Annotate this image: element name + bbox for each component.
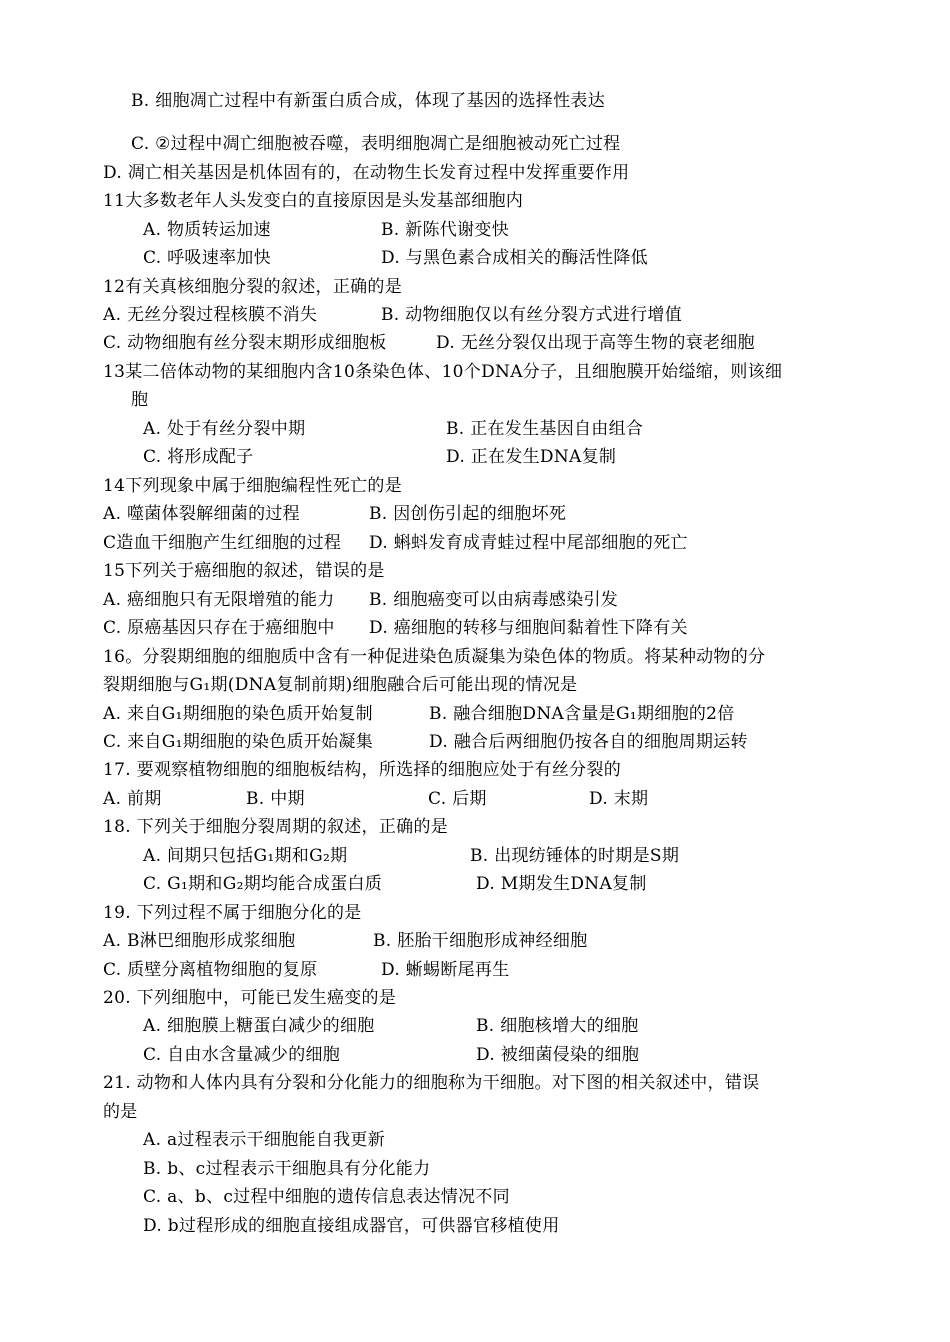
text-line: D. 蝌蚪发育成青蛙过程中尾部细胞的死亡 xyxy=(369,533,688,553)
text-line: C. a、b、c过程中细胞的遗传信息表达情况不同 xyxy=(143,1187,510,1207)
text-line: A. 来自G₁期细胞的染色质开始复制 xyxy=(103,704,373,724)
text-line: D. 被细菌侵染的细胞 xyxy=(476,1045,640,1065)
text-line: 12有关真核细胞分裂的叙述，正确的是 xyxy=(103,277,403,297)
text-line: B. 细胞核增大的细胞 xyxy=(476,1016,639,1036)
text-line: C. ②过程中凋亡细胞被吞噬，表明细胞凋亡是细胞被动死亡过程 xyxy=(131,134,621,154)
text-line: B. 中期 xyxy=(246,789,305,809)
text-line: C. 后期 xyxy=(428,789,487,809)
text-line: D. 癌细胞的转移与细胞间黏着性下降有关 xyxy=(369,618,688,638)
text-line: B. b、c过程表示干细胞具有分化能力 xyxy=(143,1159,431,1179)
text-line: A. 物质转运加速 xyxy=(143,220,271,240)
text-line: B. 动物细胞仅以有丝分裂方式进行增值 xyxy=(381,305,682,325)
text-line: D. b过程形成的细胞直接组成器官，可供器官移植使用 xyxy=(143,1216,560,1236)
text-line: B. 因创伤引起的细胞坏死 xyxy=(369,504,567,524)
text-line: D. 与黑色素合成相关的酶活性降低 xyxy=(381,248,648,268)
text-line: 的是 xyxy=(103,1102,138,1122)
text-line: A. 处于有丝分裂中期 xyxy=(143,419,306,439)
text-line: C造血干细胞产生红细胞的过程 xyxy=(103,533,342,553)
text-line: D. 凋亡相关基因是机体固有的，在动物生长发育过程中发挥重要作用 xyxy=(103,163,630,183)
text-line: 13某二倍体动物的某细胞内含10条染色体、10个DNA分子，且细胞膜开始缢缩，则该细 xyxy=(103,362,783,382)
text-line: A. 癌细胞只有无限增殖的能力 xyxy=(103,590,335,610)
text-line: A. B淋巴细胞形成浆细胞 xyxy=(103,931,296,951)
text-line: C. G₁期和G₂期均能合成蛋白质 xyxy=(143,874,383,894)
text-line: 21. 动物和人体内具有分裂和分化能力的细胞称为干细胞。对下图的相关叙述中，错误 xyxy=(103,1073,760,1093)
text-line: 17. 要观察植物细胞的细胞板结构，所选择的细胞应处于有丝分裂的 xyxy=(103,760,622,780)
text-line: 胞 xyxy=(131,390,149,410)
text-line: B. 胚胎干细胞形成神经细胞 xyxy=(373,931,588,951)
text-line: B. 细胞癌变可以由病毒感染引发 xyxy=(369,590,619,610)
text-line: 20. 下列细胞中，可能已发生癌变的是 xyxy=(103,988,397,1008)
text-line: A. 无丝分裂过程核膜不消失 xyxy=(103,305,318,325)
text-line: A. a过程表示干细胞能自我更新 xyxy=(143,1130,386,1150)
text-line: D. 蜥蜴断尾再生 xyxy=(381,960,510,980)
text-line: A. 前期 xyxy=(103,789,162,809)
text-line: 裂期细胞与G₁期(DNA复制前期)细胞融合后可能出现的情况是 xyxy=(103,675,578,695)
text-line: D. 无丝分裂仅出现于高等生物的衰老细胞 xyxy=(436,333,755,353)
text-line: C. 来自G₁期细胞的染色质开始凝集 xyxy=(103,732,374,752)
text-line: A. 噬菌体裂解细菌的过程 xyxy=(103,504,300,524)
text-line: C. 呼吸速率加快 xyxy=(143,248,271,268)
text-line: B. 融合细胞DNA含量是G₁期细胞的2倍 xyxy=(429,704,735,724)
text-line: B. 出现纺锤体的时期是S期 xyxy=(470,846,680,866)
text-line: C. 原癌基因只存在于癌细胞中 xyxy=(103,618,335,638)
text-line: 16。分裂期细胞的细胞质中含有一种促进染色质凝集为染色体的物质。将某种动物的分 xyxy=(103,647,766,667)
text-line: D. 末期 xyxy=(589,789,649,809)
text-line: 11大多数老年人头发变白的直接原因是头发基部细胞内 xyxy=(103,191,524,211)
text-line: A. 间期只包括G₁期和G₂期 xyxy=(143,846,348,866)
text-line: C. 将形成配子 xyxy=(143,447,254,467)
text-line: A. 细胞膜上糖蛋白减少的细胞 xyxy=(143,1016,375,1036)
text-line: 15下列关于癌细胞的叙述，错误的是 xyxy=(103,561,385,581)
text-line: D. 正在发生DNA复制 xyxy=(446,447,617,467)
text-line: C. 质壁分离植物细胞的复原 xyxy=(103,960,318,980)
text-line: B. 细胞凋亡过程中有新蛋白质合成，体现了基因的选择性表达 xyxy=(131,91,605,111)
text-line: D. M期发生DNA复制 xyxy=(476,874,647,894)
text-line: C. 自由水含量减少的细胞 xyxy=(143,1045,341,1065)
text-line: B. 正在发生基因自由组合 xyxy=(446,419,644,439)
text-line: 14下列现象中属于细胞编程性死亡的是 xyxy=(103,476,403,496)
text-line: D. 融合后两细胞仍按各自的细胞周期运转 xyxy=(429,732,748,752)
text-line: C. 动物细胞有丝分裂末期形成细胞板 xyxy=(103,333,387,353)
text-line: 18. 下列关于细胞分裂周期的叙述，正确的是 xyxy=(103,817,449,837)
text-line: 19. 下列过程不属于细胞分化的是 xyxy=(103,903,362,923)
text-line: B. 新陈代谢变快 xyxy=(381,220,509,240)
